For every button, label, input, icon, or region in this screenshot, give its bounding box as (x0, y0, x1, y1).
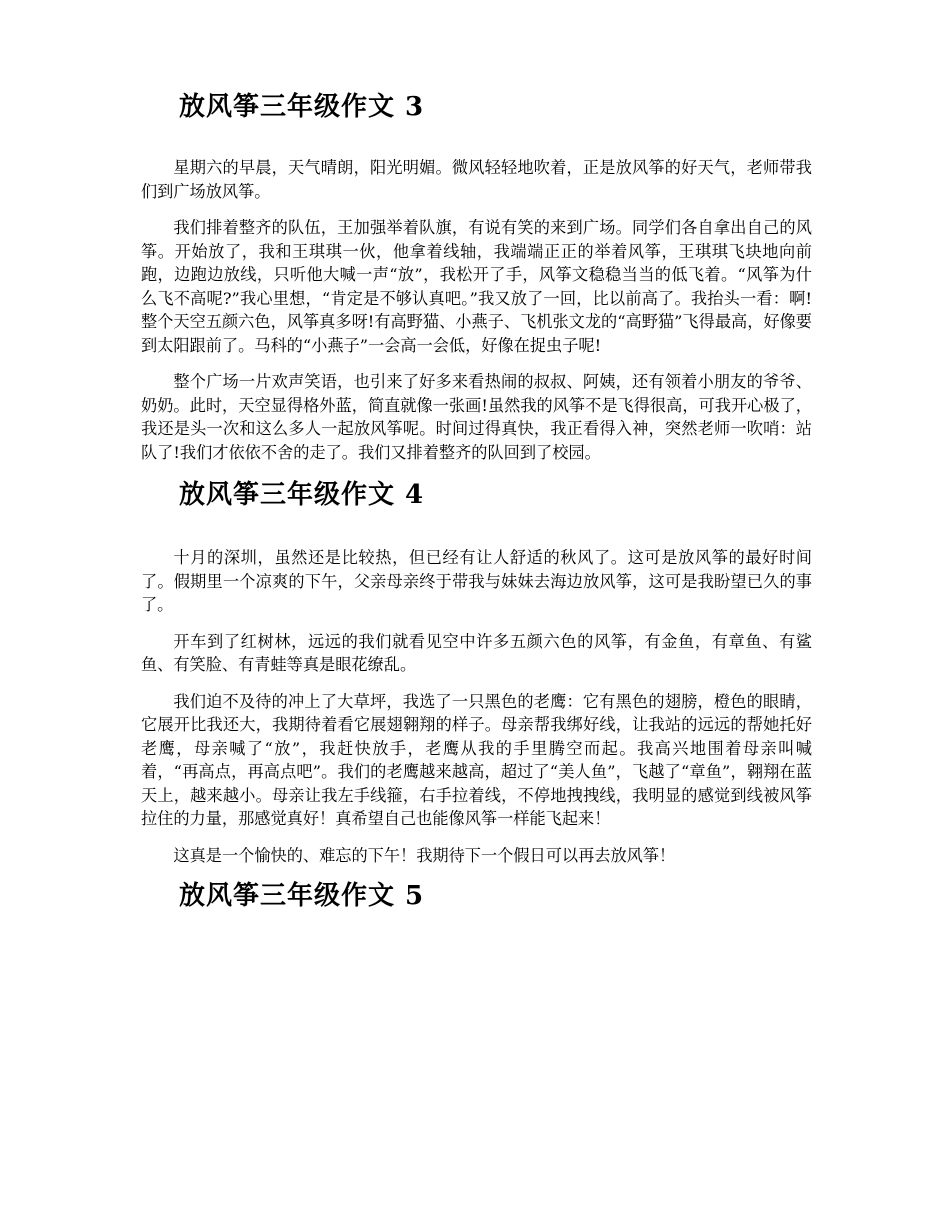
paragraph: 十月的深圳，虽然还是比较热，但已经有让人舒适的秋风了。这可是放风筝的最好时间了。假期里一个凉爽的下午，父亲母亲终于带我与妹妹去海边放风筝，这可是我盼望已久的事了。 (141, 548, 812, 614)
paragraph: 开车到了红树林，远远的我们就看见空中许多五颜六色的风筝，有金鱼，有章鱼、有鲨鱼、有笑脸、有青蛙等真是眼花缭乱。 (141, 631, 812, 674)
paragraph: 我们排着整齐的队伍，王加强举着队旗，有说有笑的来到广场。同学们各自拿出自己的风筝。开始放了，我和王琪琪一伙，他拿着线轴，我端端正正的举着风筝，王琪琪飞块地向前跑，边跑边放线，只听他大喊一声“放”，我松开了手，风筝文稳稳当当的低飞着。“风筝为什么飞不高呢?”我心里想，“肯定是不够认真吧。”我又放了一回，比以前高了。我抬头一看：啊!整个天空五颜六色，风筝真多呀!有高野猫、小燕子、飞机张文龙的“高野猫”飞得最高，好像要到太阳跟前了。马科的“小燕子”一会高一会低，好像在捉虫子呢! (141, 218, 812, 355)
section-body (141, 156, 812, 464)
paragraph: 整个广场一片欢声笑语，也引来了好多来看热闹的叔叔、阿姨，还有领着小朋友的爷爷、奶奶。此时，天空显得格外蓝，简直就像一张画!虽然我的风筝不是飞得很高，可我开心极了，我还是头一次和这么多人一起放风筝呢。时间过得真快，我正看得入神，突然老师一吹哨：站队了!我们才依依不舍的走了。我们又排着整齐的队回到了校园。 (141, 372, 812, 462)
paragraph: 星期六的早晨，天气晴朗，阳光明媚。微风轻轻地吹着，正是放风筝的好天气，老师带我们到广场放风筝。 (141, 158, 812, 201)
document-content (141, 84, 812, 925)
section-body (141, 546, 812, 867)
section-title: 放风筝三年级作文 5 (179, 881, 425, 911)
essay-section-3 (141, 84, 812, 464)
section-title: 放风筝三年级作文 4 (179, 480, 425, 510)
essay-section-4 (141, 472, 812, 867)
section-title: 放风筝三年级作文 3 (179, 92, 425, 122)
paragraph: 这真是一个愉快的、难忘的下午！我期待下一个假日可以再去放风筝！ (173, 845, 676, 865)
essay-section-5 (141, 873, 812, 919)
paragraph: 我们迫不及待的冲上了大草坪，我选了一只黑色的老鹰：它有黑色的翅膀，橙色的眼睛，它展开比我还大，我期待着看它展翅翱翔的样子。母亲帮我绑好线，让我站的远远的帮她托好老鹰，母亲喊了“放”，我赶快放手，老鹰从我的手里腾空而起。我高兴地围着母亲叫喊着，“再高点，再高点吧”。我们的老鹰越来越高，超过了“美人鱼”，飞越了“章鱼”，翱翔在蓝天上，越来越小。母亲让我左手线箍，右手拉着线，不停地拽拽线，我明显的感觉到线被风筝拉住的力量，那感觉真好！真希望自己也能像风筝一样能飞起来！ (141, 691, 812, 828)
